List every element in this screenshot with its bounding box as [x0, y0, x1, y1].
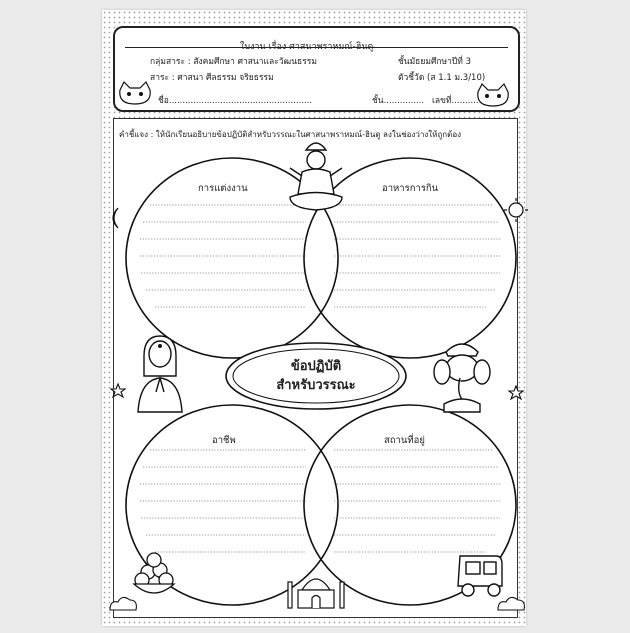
worksheet-title: ใบงาน เรื่อง ศาสนาพราหมณ์-ฮินดู — [240, 42, 374, 52]
strand: สาระ : ศาสนา ศีลธรรม จริยธรรม — [150, 73, 274, 83]
instruction-text: คำชี้แจง : ให้นักเรียนอธิบายข้อปฏิบัติสำหรับวรรณะในศาสนาพราหมณ์-ฮินดู ลงในช่องว่างให้ถูกต้อง — [119, 130, 462, 139]
quadrant-label-bottom-right: สถานที่อยู่ — [384, 435, 425, 446]
ganesha-icon — [434, 344, 490, 412]
class-field[interactable]: ชั้น............... — [372, 96, 425, 106]
quadrant-label-top-right: อาหารการกิน — [382, 183, 439, 194]
indicator: ตัวชี้วัด (ส 1.1 ม.3/10) — [398, 73, 486, 83]
subject-group: กลุ่มสาระ : สังคมศึกษา ศาสนาและวัฒนธรรม — [150, 57, 317, 67]
quadrant-label-bottom-left: อาชีพ — [212, 435, 236, 446]
center-title-line2: สำหรับวรรณะ — [276, 378, 356, 393]
brahma-icon — [290, 143, 342, 210]
indian-woman-icon — [138, 336, 182, 412]
name-field[interactable]: ชื่อ..................................................... — [158, 96, 313, 106]
grade-level: ชั้นมัธยมศึกษาปีที่ 3 — [398, 57, 471, 67]
taj-mahal-icon — [288, 579, 344, 608]
cat-icon — [120, 82, 508, 106]
moon-icon — [113, 208, 118, 228]
center-title-line1: ข้อปฏิบัติ — [290, 359, 342, 374]
laddu-bowl-icon — [134, 553, 174, 593]
quadrant-label-top-left: การแต่งงาน — [198, 183, 248, 194]
tuk-tuk-icon — [458, 556, 502, 596]
number-field[interactable]: เลขที่.......... — [432, 96, 479, 106]
